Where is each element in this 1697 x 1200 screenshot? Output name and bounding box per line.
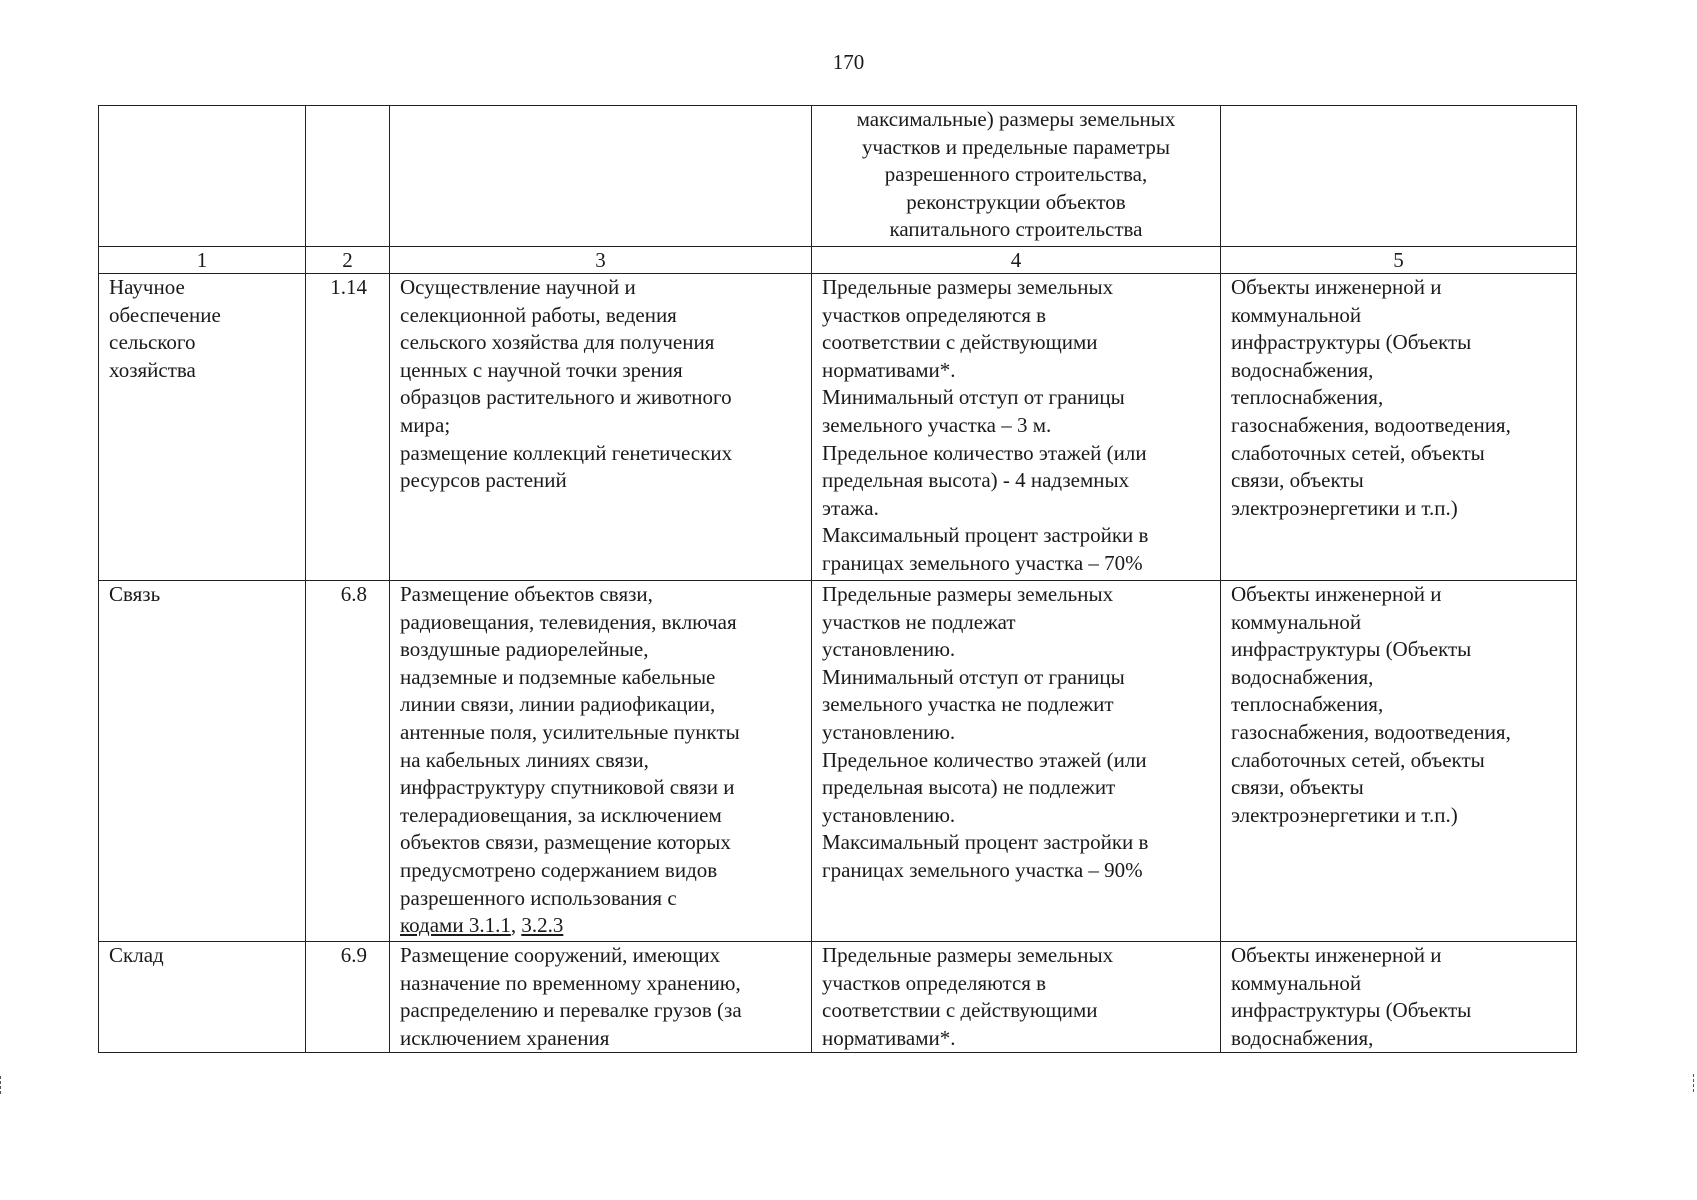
use-type-name-line: сельского (109, 330, 196, 355)
parameters-cell (812, 942, 1221, 1053)
use-type-name-cell (99, 942, 306, 1053)
header-cell-2 (306, 106, 390, 247)
use-description-cell (390, 274, 812, 581)
auxiliary-line: водоснабжения, (1231, 1025, 1374, 1050)
parameters-line: Предельные размеры земельных (822, 582, 1114, 606)
use-type-name-line: обеспечение (109, 302, 221, 327)
scan-edge-mark (1693, 1074, 1696, 1092)
parameters-line: участков определяются в (822, 302, 1047, 327)
parameters-line: установлению. (822, 637, 956, 662)
description-line-links (400, 912, 801, 940)
auxiliary-line: инфраструктуры (Объекты (1231, 330, 1472, 355)
header-cell-parameters (812, 106, 1221, 247)
parameters-line: участков определяются в (822, 970, 1047, 995)
auxiliary-line: инфраструктуры (Объекты (1231, 637, 1472, 662)
link-separator: , (510, 913, 522, 938)
description-line: инфраструктуру спутниковой связи и (400, 775, 735, 800)
auxiliary-uses-cell (1221, 274, 1577, 581)
parameters-cell (812, 581, 1221, 942)
use-type-name-line: Научное (109, 275, 185, 299)
header-line: капитального строительства (889, 217, 1143, 242)
parameters-line: соответствии с действующими (822, 330, 1098, 355)
use-type-name-cell (99, 274, 306, 581)
description-line: телерадиовещания, за исключением (400, 802, 722, 827)
code-link[interactable]: кодами 3.1.1 (400, 913, 511, 938)
parameters-line: земельного участка – 3 м. (822, 412, 1052, 437)
zoning-regulations-table (98, 105, 1577, 1053)
parameters-line: предельная высота) - 4 надземных (822, 468, 1130, 493)
header-line: разрешенного строительства, (884, 162, 1148, 187)
auxiliary-uses-cell (1221, 942, 1577, 1053)
column-number: 5 (1221, 247, 1577, 274)
auxiliary-line: Объекты инженерной и (1231, 943, 1442, 967)
parameters-line: установлению. (822, 802, 956, 827)
column-number: 2 (306, 247, 390, 274)
auxiliary-line: газоснабжения, водоотведения, (1231, 719, 1511, 744)
use-description-cell (390, 942, 812, 1053)
table-row (99, 581, 1577, 942)
use-type-code: 1.14 (306, 274, 390, 581)
parameters-line: границах земельного участка – 70% (822, 550, 1143, 575)
parameters-line: Минимальный отступ от границы (822, 385, 1125, 410)
description-line: сельского хозяйства для получения (400, 330, 715, 355)
use-type-code: 6.8 (306, 581, 390, 942)
parameters-line: Максимальный процент застройки в (822, 523, 1149, 548)
description-line: Размещение объектов связи, (400, 582, 653, 606)
description-line: образцов растительного и животного (400, 385, 732, 410)
description-line: селекционной работы, ведения (400, 302, 677, 327)
parameters-line: земельного участка не подлежит (822, 692, 1114, 717)
column-number-row (99, 247, 1577, 274)
header-cell-1 (99, 106, 306, 247)
description-line: ценных с научной точки зрения (400, 357, 683, 382)
header-line: участков и предельные параметры (862, 134, 1170, 159)
header-cell-3 (390, 106, 812, 247)
auxiliary-line: водоснабжения, (1231, 664, 1374, 689)
auxiliary-line: теплоснабжения, (1231, 385, 1384, 410)
parameters-line: границах земельного участка – 90% (822, 857, 1143, 882)
description-line: размещение коллекций генетических (400, 440, 733, 465)
use-type-code: 6.9 (306, 942, 390, 1053)
description-line: ресурсов растений (400, 468, 567, 493)
auxiliary-line: Объекты инженерной и (1231, 275, 1442, 299)
auxiliary-line: коммунальной (1231, 302, 1362, 327)
page-number: 170 (832, 50, 865, 74)
description-line: разрешенного использования с (400, 885, 677, 910)
parameters-line: Предельные размеры земельных (822, 943, 1114, 967)
table-row (99, 942, 1577, 1053)
description-line: предусмотрено содержанием видов (400, 857, 718, 882)
auxiliary-line: газоснабжения, водоотведения, (1231, 412, 1511, 437)
use-type-name-line: Склад (109, 943, 164, 967)
parameters-line: нормативами*. (822, 357, 956, 382)
use-description-cell (390, 581, 812, 942)
parameters-cell (812, 274, 1221, 581)
description-line: на кабельных линиях связи, (400, 747, 649, 772)
parameters-line: Максимальный процент застройки в (822, 830, 1149, 855)
auxiliary-line: Объекты инженерной и (1231, 582, 1442, 606)
column-number: 4 (812, 247, 1221, 274)
auxiliary-line: инфраструктуры (Объекты (1231, 998, 1472, 1023)
description-line: исключением хранения (400, 1025, 610, 1050)
description-line: линии связи, линии радиофикации, (400, 692, 716, 717)
parameters-line: Предельное количество этажей (или (822, 440, 1147, 465)
parameters-line: установлению. (822, 719, 956, 744)
auxiliary-line: коммунальной (1231, 609, 1362, 634)
header-cell-5 (1221, 106, 1577, 247)
description-line: Размещение сооружений, имеющих (400, 943, 721, 967)
column-number: 1 (99, 247, 306, 274)
header-line: максимальные) размеры земельных (856, 107, 1176, 131)
description-line: радиовещания, телевидения, включая (400, 609, 737, 634)
auxiliary-line: связи, объекты (1231, 775, 1364, 800)
description-line: назначение по временному хранению, (400, 970, 741, 995)
column-number: 3 (390, 247, 812, 274)
header-line: реконструкции объектов (906, 189, 1126, 214)
parameters-line: Минимальный отступ от границы (822, 664, 1125, 689)
description-line: воздушные радиорелейные, (400, 637, 649, 662)
auxiliary-line: связи, объекты (1231, 468, 1364, 493)
auxiliary-line: слаботочных сетей, объекты (1231, 747, 1485, 772)
use-type-name-line: Связь (109, 582, 161, 606)
auxiliary-line: электроэнергетики и т.п.) (1231, 495, 1458, 520)
use-type-name-cell (99, 581, 306, 942)
description-line: антенные поля, усилительные пункты (400, 719, 740, 744)
description-line: мира; (400, 412, 451, 437)
description-line: Осуществление научной и (400, 275, 636, 299)
scan-edge-mark (0, 1076, 3, 1094)
description-line: объектов связи, размещение которых (400, 830, 731, 855)
continued-header-row (99, 106, 1577, 247)
parameters-line: нормативами*. (822, 1025, 956, 1050)
description-line: надземные и подземные кабельные (400, 664, 716, 689)
use-type-name-line: хозяйства (109, 357, 196, 382)
auxiliary-line: слаботочных сетей, объекты (1231, 440, 1485, 465)
auxiliary-uses-cell (1221, 581, 1577, 942)
parameters-line: участков не подлежат (822, 609, 1016, 634)
parameters-line: соответствии с действующими (822, 998, 1098, 1023)
parameters-line: предельная высота) не подлежит (822, 775, 1116, 800)
parameters-line: этажа. (822, 495, 879, 520)
parameters-line: Предельное количество этажей (или (822, 747, 1147, 772)
auxiliary-line: теплоснабжения, (1231, 692, 1384, 717)
parameters-line: Предельные размеры земельных (822, 275, 1114, 299)
auxiliary-line: коммунальной (1231, 970, 1362, 995)
table-row (99, 274, 1577, 581)
description-line: распределению и перевалке грузов (за (400, 998, 742, 1023)
code-link[interactable]: 3.2.3 (521, 913, 564, 938)
auxiliary-line: электроэнергетики и т.п.) (1231, 802, 1458, 827)
auxiliary-line: водоснабжения, (1231, 357, 1374, 382)
